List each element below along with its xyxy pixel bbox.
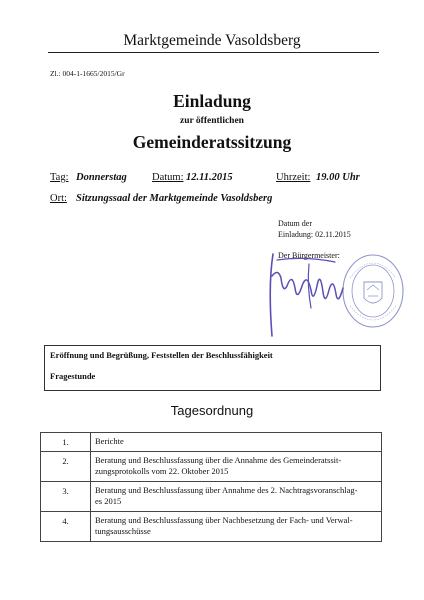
location-label: Ort: xyxy=(50,193,67,204)
header-divider xyxy=(48,52,379,53)
agenda-row xyxy=(41,512,382,542)
invitation-date: Einladung: 02.11.2015 xyxy=(278,230,351,239)
mayor-label: Der Bürgermeister: xyxy=(278,251,340,260)
agenda-row xyxy=(41,433,382,452)
agenda-table xyxy=(40,432,382,542)
agenda-item-number: 4. xyxy=(41,512,91,542)
location-value: Sitzungssaal der Marktgemeinde Vasoldsberg xyxy=(76,193,273,204)
agenda-item-line: es 2015 xyxy=(95,496,122,506)
agenda-title: Tagesordnung xyxy=(170,403,254,418)
agenda-item-line: zungsprotokolls vom 22. Oktober 2015 xyxy=(95,466,229,476)
date-value: 12.11.2015 xyxy=(186,172,233,183)
day-label: Tag: xyxy=(50,172,69,183)
agenda-item-line: Beratung und Beschlussfassung über die Annahme des Gemeinderatssit- xyxy=(95,455,342,465)
document-heading: Gemeinderatssitzung xyxy=(132,132,292,152)
agenda-item-text xyxy=(91,512,382,542)
agenda-item-line: Beratung und Beschlussfassung über Nachbesetzung der Fach- und Verwal- xyxy=(95,515,353,525)
document-subtitle: zur öffentlichen xyxy=(180,116,244,126)
time-label: Uhrzeit: xyxy=(276,172,311,183)
day-value: Donnerstag xyxy=(76,172,127,183)
invitation-date-label: Datum der xyxy=(278,219,312,228)
agenda-row xyxy=(41,452,382,482)
agenda-item-line: Beratung und Beschlussfassung über Annahme des 2. Nachtragsvoranschlag- xyxy=(95,485,358,495)
agenda-item-number: 2. xyxy=(41,452,91,482)
agenda-item-text xyxy=(91,482,382,512)
municipality-name: Marktgemeinde Vasoldsberg xyxy=(123,32,301,49)
mayor-signature xyxy=(265,246,349,338)
agenda-item-text xyxy=(91,433,382,452)
opening-item: Fragestunde xyxy=(50,371,96,381)
reference-number: Zl.: 004-1-1665/2015/Gr xyxy=(50,69,125,78)
agenda-item-number: 1. xyxy=(41,433,91,452)
date-label: Datum: xyxy=(152,172,184,183)
time-value: 19.00 Uhr xyxy=(316,172,360,183)
agenda-item-line: Berichte xyxy=(95,436,124,446)
agenda-item-text xyxy=(91,452,382,482)
agenda-item-line: tungsausschüsse xyxy=(95,526,151,536)
agenda-item-number: 3. xyxy=(41,482,91,512)
opening-item: Eröffnung und Begrüßung, Feststellen der Beschlussfähigkeit xyxy=(50,350,273,360)
document-title: Einladung xyxy=(173,91,251,111)
agenda-row xyxy=(41,482,382,512)
